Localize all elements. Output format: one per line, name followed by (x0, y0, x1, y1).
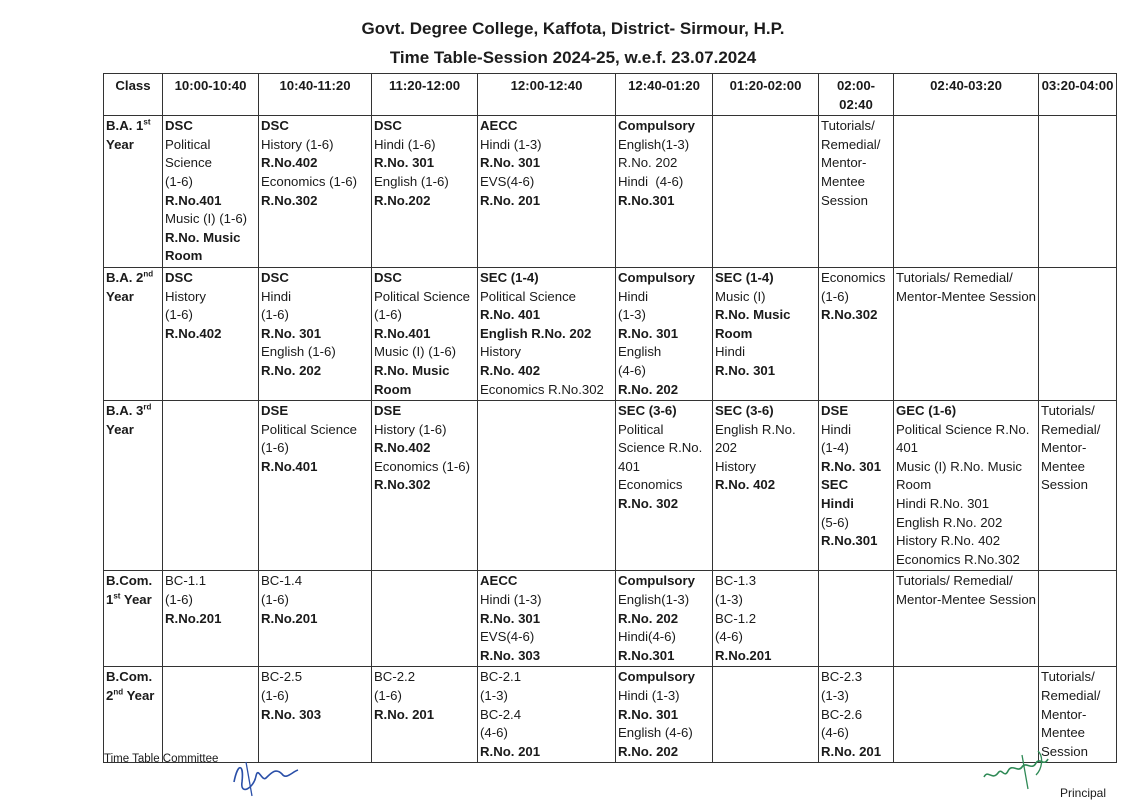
slot-cell (819, 267, 894, 400)
slot-line: R.No. 202 (618, 155, 678, 171)
slot-cell (163, 667, 259, 763)
slot-line: Tutorials/ Remedial/ Mentor-Mentee Session (896, 573, 1037, 608)
slot-cell (372, 401, 478, 571)
slot-cell (616, 116, 713, 268)
slot-line: R.No. 303 (261, 706, 322, 722)
slot-line: (4-6) (715, 629, 743, 645)
slot-line: R.No. 301 (618, 325, 679, 341)
timetable (103, 73, 1117, 763)
slot-line: DSE (374, 403, 402, 419)
slot-line: BC-2.1 (480, 669, 522, 685)
slot-line: DSC (261, 269, 289, 285)
slot-line: BC-2.5 (261, 669, 303, 685)
slot-line: BC-1.3 (715, 573, 757, 589)
slot-line: EVS(4-6) (480, 629, 535, 645)
slot-line: Compulsory (618, 669, 695, 685)
slot-line: (1-3) (821, 688, 849, 703)
slot-line: English (618, 344, 662, 360)
slot-line: History (1-6) (374, 421, 447, 437)
slot-line: Political Science (480, 288, 577, 304)
column-header: Class (104, 74, 163, 116)
slot-line: R.No.402 (374, 440, 431, 456)
class-cell (104, 571, 163, 667)
class-year-label: Year (126, 688, 155, 703)
slot-line: R.No.302 (374, 477, 431, 493)
class-name: B.A. 3 (106, 403, 144, 419)
slot-line: R.No.302 (821, 307, 878, 323)
slot-cell (259, 267, 372, 400)
slot-line: DSC (374, 118, 402, 134)
slot-line: English R.No. 202 (715, 421, 800, 456)
class-name: B.Com. (106, 669, 153, 685)
slot-line: (1-6) (261, 307, 289, 323)
slot-line: R.No. 401 (480, 307, 541, 323)
slot-line: (1-6) (165, 592, 193, 608)
slot-line: Political Science R.No. 401 (896, 421, 1034, 456)
column-header: 03:20-04:00 (1039, 74, 1117, 116)
column-header: 11:20-12:00 (372, 74, 478, 116)
slot-cell (616, 401, 713, 571)
slot-line: R.No.202 (374, 192, 431, 208)
slot-line: Tutorials/ Remedial/ Mentor-Mentee Session (821, 118, 885, 208)
table-row (104, 116, 1117, 268)
slot-line: R.No. 201 (821, 743, 882, 759)
slot-line: History (480, 344, 522, 360)
slot-line: Hindi (1-3) (618, 688, 680, 703)
slot-cell (894, 267, 1039, 400)
slot-line: Hindi (821, 421, 852, 437)
slot-line: English(1-3) (618, 592, 690, 608)
slot-line: Hindi (1-6) (374, 136, 436, 152)
slot-cell (819, 667, 894, 763)
slot-line: BC-1.4 (261, 573, 303, 589)
class-year-label: Year (106, 136, 134, 152)
slot-line: Music (I) (715, 288, 766, 304)
class-year-number: 1 (106, 592, 114, 608)
committee-label: Time Table Committee (104, 753, 219, 765)
slot-line: R.No.401 (261, 458, 318, 474)
principal-signature (978, 745, 1068, 795)
slot-cell (163, 571, 259, 667)
slot-cell (616, 571, 713, 667)
slot-line: English R.No. 202 (480, 325, 592, 341)
slot-cell (372, 667, 478, 763)
class-year-label: Year (106, 288, 134, 304)
column-header: 02:40-03:20 (894, 74, 1039, 116)
slot-line: Hindi (821, 496, 854, 512)
slot-line: SEC (821, 477, 849, 493)
slot-line: R.No. 201 (480, 192, 541, 208)
slot-cell (713, 401, 819, 571)
class-ordinal: nd (143, 269, 154, 279)
slot-line: R.No. 202 (618, 610, 679, 626)
slot-line: (1-3) (618, 307, 646, 323)
slot-cell (163, 116, 259, 268)
slot-line: Economics (1-6) (374, 458, 471, 474)
slot-line: Compulsory (618, 118, 695, 134)
slot-cell (163, 401, 259, 571)
slot-line: Economics R.No.302 (480, 381, 604, 397)
slot-cell (478, 401, 616, 571)
slot-cell (819, 116, 894, 268)
slot-line: Hindi (261, 288, 292, 304)
slot-line: R.No. 201 (480, 743, 541, 759)
slot-line: (1-6) (374, 307, 402, 323)
column-header: 01:20-02:00 (713, 74, 819, 116)
slot-line: R.No.302 (261, 192, 318, 208)
slot-line: DSC (374, 269, 402, 285)
slot-line: Tutorials/ Remedial/ Mentor-Mentee Session (896, 269, 1037, 304)
slot-line: R.No. 301 (821, 458, 882, 474)
slot-line: DSC (165, 118, 193, 134)
principal-label: Principal (1060, 786, 1107, 800)
slot-line: History R.No. 402 (896, 533, 1001, 549)
slot-line: English (1-6) (261, 344, 336, 360)
table-row (104, 667, 1117, 763)
slot-line: DSE (261, 403, 289, 419)
slot-line: Hindi(4-6) (618, 629, 676, 645)
slot-line: Economics (618, 477, 683, 493)
header-row (104, 74, 1117, 116)
slot-line: BC-1.2 (715, 610, 757, 626)
column-header: 10:40-11:20 (259, 74, 372, 116)
slot-line: R.No. 402 (715, 477, 776, 493)
slot-line: AECC (480, 118, 518, 134)
class-ordinal: nd (113, 687, 124, 697)
slot-cell (478, 667, 616, 763)
slot-cell (372, 116, 478, 268)
class-ordinal: st (113, 591, 121, 601)
column-header: 02:00-02:40 (819, 74, 894, 116)
slot-cell (894, 116, 1039, 268)
slot-line: R.No. 201 (374, 706, 435, 722)
slot-line: English(1-3) (618, 136, 690, 152)
slot-line: History (715, 458, 757, 474)
slot-line: (1-6) (165, 307, 193, 323)
slot-line: English (4-6) (618, 725, 693, 741)
slot-line: R.No. 202 (618, 743, 679, 759)
slot-line: History (165, 288, 207, 304)
class-year-label: Year (123, 592, 152, 608)
slot-cell (1039, 116, 1117, 268)
slot-line: (1-6) (261, 688, 289, 703)
column-header: 12:40-01:20 (616, 74, 713, 116)
slot-line: DSE (821, 403, 849, 419)
slot-line: (1-6) (374, 688, 402, 703)
slot-cell (259, 401, 372, 571)
college-title: Govt. Degree College, Kaffota, District- Sirmour, H.P. (361, 19, 785, 38)
slot-cell (713, 267, 819, 400)
slot-line: Economics (1-6) (261, 173, 358, 189)
slot-line: (1-6) (261, 440, 289, 456)
slot-line: Economics (821, 269, 886, 285)
slot-line: (5-6) (821, 514, 849, 530)
slot-line: DSC (165, 269, 193, 285)
slot-line: BC-2.6 (821, 706, 863, 722)
slot-cell (1039, 267, 1117, 400)
slot-line: English R.No. 202 (896, 514, 1003, 530)
class-cell (104, 401, 163, 571)
slot-line: Hindi R.No. 301 (896, 496, 990, 512)
slot-cell (259, 116, 372, 268)
slot-line: (4-6) (821, 725, 849, 741)
slot-line: BC-2.4 (480, 706, 522, 722)
class-cell (104, 667, 163, 763)
column-header: 10:00-10:40 (163, 74, 259, 116)
slot-cell (259, 571, 372, 667)
class-cell (104, 267, 163, 400)
slot-line: Political Science (374, 288, 471, 304)
slot-line: R.No. Music Room (374, 362, 454, 397)
slot-line: R.No. 301 (715, 362, 776, 378)
slot-line: History (1-6) (261, 136, 334, 152)
column-header: 12:00-12:40 (478, 74, 616, 116)
slot-line: SEC (3-6) (715, 403, 774, 419)
slot-line: R.No.402 (261, 155, 318, 171)
class-year-number: 2 (106, 688, 114, 703)
class-name: B.A. 2 (106, 269, 144, 285)
slot-line: Hindi (715, 344, 746, 360)
slot-line: EVS(4-6) (480, 173, 535, 189)
slot-line: Music (I) R.No. Music Room (896, 458, 1026, 493)
slot-line: Political Science (261, 421, 358, 437)
slot-line: R.No.401 (165, 192, 222, 208)
slot-line: (1-4) (821, 440, 849, 456)
slot-line: Music (I) (1-6) (374, 344, 457, 360)
committee-signature (226, 752, 306, 800)
slot-line: R.No.402 (165, 325, 222, 341)
slot-line: (4-6) (480, 725, 508, 741)
slot-cell (372, 267, 478, 400)
slot-cell (713, 116, 819, 268)
class-year-label: Year (106, 421, 134, 437)
slot-cell (713, 571, 819, 667)
slot-line: Music (I) (1-6) (165, 211, 248, 227)
slot-line: Compulsory (618, 573, 695, 589)
slot-line: R.No. 301 (261, 325, 322, 341)
slot-line: BC-2.2 (374, 669, 416, 685)
class-cell (104, 116, 163, 268)
slot-line: (4-6) (618, 362, 646, 378)
slot-line: Hindi (1-3) (480, 592, 542, 608)
slot-line: Hindi (4-6) (618, 173, 684, 189)
slot-line: (1-6) (261, 592, 289, 608)
slot-cell (713, 667, 819, 763)
slot-cell (819, 571, 894, 667)
slot-line: R.No.201 (715, 647, 772, 663)
slot-line: AECC (480, 573, 518, 589)
slot-cell (478, 571, 616, 667)
slot-line: R.No. Music Room (165, 229, 245, 264)
slot-line: Tutorials/ Remedial/ Mentor-Mentee Session (1041, 669, 1105, 759)
slot-cell (478, 267, 616, 400)
slot-cell (478, 116, 616, 268)
slot-cell (894, 571, 1039, 667)
slot-line: (1-3) (715, 592, 743, 608)
slot-line: R.No. 202 (261, 362, 322, 378)
slot-line: Hindi (1-3) (480, 136, 542, 152)
slot-cell (372, 571, 478, 667)
table-row (104, 401, 1117, 571)
slot-line: R.No.201 (261, 610, 318, 626)
slot-line: (1-6) (821, 288, 849, 304)
slot-line: R.No. 202 (618, 381, 679, 397)
slot-cell (1039, 401, 1117, 571)
table-row (104, 267, 1117, 400)
slot-line: (1-3) (480, 688, 508, 703)
slot-line: Political Science (165, 136, 215, 171)
slot-line: R.No. 303 (480, 647, 541, 663)
timetable-subtitle: Time Table-Session 2024-25, w.e.f. 23.07.2024 (389, 48, 757, 67)
slot-line: Political Science R.No. 401 (618, 421, 706, 474)
class-name: B.Com. (106, 573, 153, 589)
slot-line: SEC (1-4) (715, 269, 774, 285)
slot-line: R.No. 301 (618, 706, 679, 722)
slot-line: GEC (1-6) (896, 403, 957, 419)
slot-cell (894, 401, 1039, 571)
slot-line: SEC (3-6) (618, 403, 677, 419)
slot-line: BC-2.3 (821, 669, 863, 685)
slot-cell (163, 267, 259, 400)
slot-line: R.No.401 (374, 325, 431, 341)
slot-line: DSC (261, 118, 289, 134)
slot-line: Economics R.No.302 (896, 551, 1020, 567)
slot-line: BC-1.1 (165, 573, 207, 589)
slot-line: R.No.201 (165, 610, 222, 626)
slot-cell (819, 401, 894, 571)
slot-cell (1039, 571, 1117, 667)
slot-cell (259, 667, 372, 763)
class-name: B.A. 1 (106, 118, 144, 134)
slot-line: R.No.301 (618, 647, 675, 663)
slot-line: (1-6) (165, 173, 193, 189)
slot-line: R.No. 402 (480, 362, 541, 378)
slot-line: Compulsory (618, 269, 695, 285)
slot-line: R.No. 301 (480, 610, 541, 626)
slot-line: R.No. 301 (480, 155, 541, 171)
slot-line: R.No. Music Room (715, 307, 795, 341)
slot-cell (616, 667, 713, 763)
slot-line: SEC (1-4) (480, 269, 539, 285)
class-ordinal: st (143, 117, 151, 127)
class-ordinal: rd (143, 402, 152, 412)
slot-line: R.No.301 (821, 533, 878, 549)
slot-line: R.No. 301 (374, 155, 435, 171)
slot-line: R.No.301 (618, 192, 675, 208)
slot-line: English (1-6) (374, 173, 449, 189)
slot-line: R.No. 302 (618, 496, 679, 512)
slot-line: Tutorials/ Remedial/ Mentor-Mentee Session (1041, 403, 1105, 493)
table-row (104, 571, 1117, 667)
slot-cell (616, 267, 713, 400)
slot-line: Hindi (618, 288, 649, 304)
